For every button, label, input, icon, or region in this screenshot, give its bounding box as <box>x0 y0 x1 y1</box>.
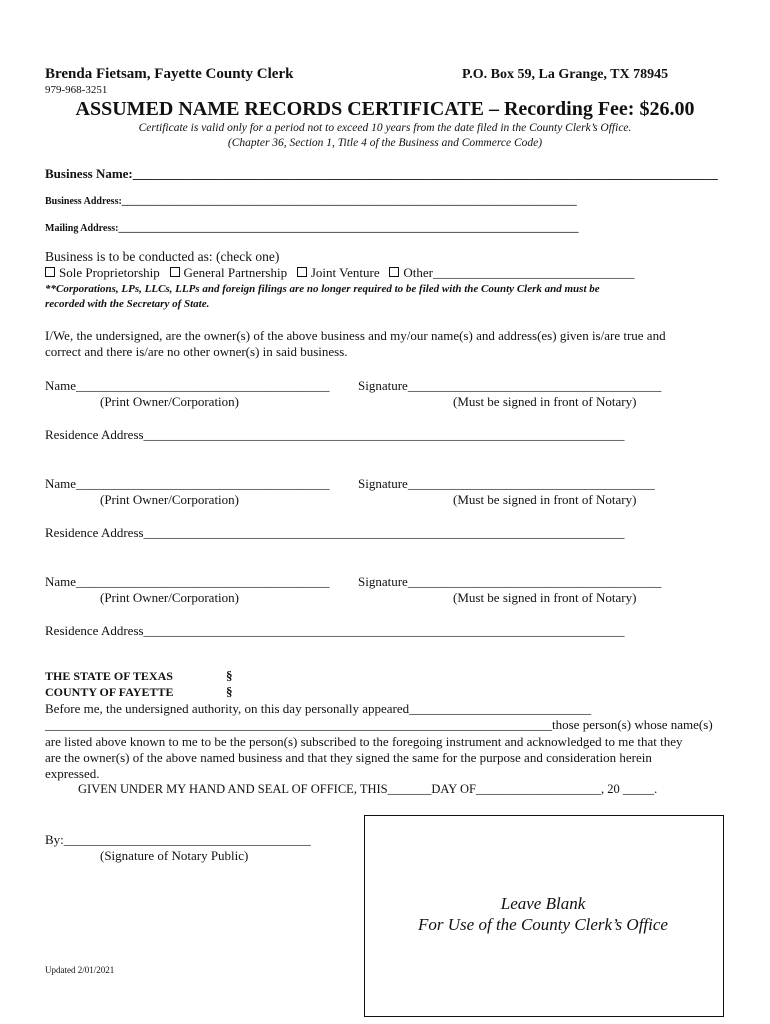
mailing-address-field[interactable]: Mailing Address:____________________________________________________________________________________________ <box>45 223 579 234</box>
leave-blank-label: Leave Blank <box>500 894 586 913</box>
owner2-sign-note: (Must be signed in front of Notary) <box>453 492 637 507</box>
option-sole-proprietorship[interactable]: Sole Proprietorship <box>45 265 160 280</box>
page-title: ASSUMED NAME RECORDS CERTIFICATE – Recording Fee: $26.00 <box>75 98 695 120</box>
corporation-note-line1: **Corporations, LPs, LLCs, LLPs and foreign filings are no longer required to be filed with the County Clerk and must be <box>45 283 600 295</box>
notary-text-line4: are the owner(s) of the above named business and that they signed the same for the purpose and consideration herein <box>45 750 652 765</box>
conduct-heading: Business is to be conducted as: (check one) <box>45 249 280 264</box>
corporation-note-line2: recorded with the Secretary of State. <box>45 298 210 310</box>
checkbox-icon[interactable] <box>389 267 399 277</box>
option-other[interactable]: Other_______________________________ <box>389 265 634 280</box>
validity-note: Certificate is valid only for a period not to exceed 10 years from the date filed in the County Clerk’s Office. <box>138 122 632 134</box>
clerk-phone: 979-968-3251 <box>45 84 108 96</box>
business-name-field[interactable]: Business Name:__________________________________________________________________________________________ <box>45 166 718 181</box>
clerk-use-label: For Use of the County Clerk’s Office <box>418 915 668 934</box>
owner3-name-field[interactable]: Name_______________________________________ <box>45 574 330 589</box>
conduct-options <box>45 265 634 281</box>
notary-signature-note: (Signature of Notary Public) <box>100 848 249 863</box>
owner3-print-note: (Print Owner/Corporation) <box>100 590 240 605</box>
checkbox-icon[interactable] <box>45 267 55 277</box>
option-general-partnership[interactable]: General Partnership <box>170 265 288 280</box>
updated-date: Updated 2/01/2021 <box>45 965 115 975</box>
owner1-signature-field[interactable]: Signature_______________________________________ <box>358 378 662 393</box>
checkbox-icon[interactable] <box>297 267 307 277</box>
owner1-sign-note: (Must be signed in front of Notary) <box>453 394 637 409</box>
option-joint-venture[interactable]: Joint Venture <box>297 265 380 280</box>
section-mark-2: § <box>226 684 233 699</box>
owner2-print-note: (Print Owner/Corporation) <box>100 492 240 507</box>
owner2-signature-field[interactable]: Signature______________________________________ <box>358 476 655 491</box>
owner2-name-field[interactable]: Name_______________________________________ <box>45 476 330 491</box>
section-mark-1: § <box>226 668 233 683</box>
business-address-field[interactable]: Business Address:___________________________________________________________________________________________ <box>45 196 577 207</box>
notary-appeared-line[interactable]: Before me, the undersigned authority, on this day personally appeared____________________________ <box>45 701 592 716</box>
checkbox-icon[interactable] <box>170 267 180 277</box>
clerk-name: Brenda Fietsam, Fayette County Clerk <box>45 66 294 82</box>
owner-statement-line2: correct and there is/are no other owner(s) in said business. <box>45 344 348 359</box>
owner1-name-field[interactable]: Name_______________________________________ <box>45 378 330 393</box>
notary-signature-field[interactable]: By:______________________________________ <box>45 832 311 847</box>
given-under-hand-line[interactable]: GIVEN UNDER MY HAND AND SEAL OF OFFICE, THIS_______DAY OF____________________, 20 _____. <box>78 782 658 796</box>
notary-persons-line[interactable]: ______________________________________________________________________________those person(s) whose name(s) <box>45 717 713 732</box>
owner1-residence-field[interactable]: Residence Address__________________________________________________________________________ <box>45 427 625 442</box>
county-of-fayette: COUNTY OF FAYETTE <box>45 685 174 699</box>
owner3-residence-field[interactable]: Residence Address__________________________________________________________________________ <box>45 623 625 638</box>
code-reference: (Chapter 36, Section 1, Title 4 of the Business and Commerce Code) <box>227 137 543 149</box>
owner-statement-line1: I/We, the undersigned, are the owner(s) of the above business and my/our name(s) and address(es) given is/are true and <box>45 328 666 343</box>
clerk-po-box: P.O. Box 59, La Grange, TX 78945 <box>462 67 669 82</box>
owner3-signature-field[interactable]: Signature_______________________________________ <box>358 574 662 589</box>
notary-text-line5: expressed. <box>45 766 100 781</box>
notary-text-line3: are listed above known to me to be the person(s) subscribed to the foregoing instrument and acknowledged to me that they <box>45 734 683 749</box>
owner2-residence-field[interactable]: Residence Address__________________________________________________________________________ <box>45 525 625 540</box>
state-of-texas: THE STATE OF TEXAS <box>45 669 173 683</box>
owner1-print-note: (Print Owner/Corporation) <box>100 394 240 409</box>
owner3-sign-note: (Must be signed in front of Notary) <box>453 590 637 605</box>
